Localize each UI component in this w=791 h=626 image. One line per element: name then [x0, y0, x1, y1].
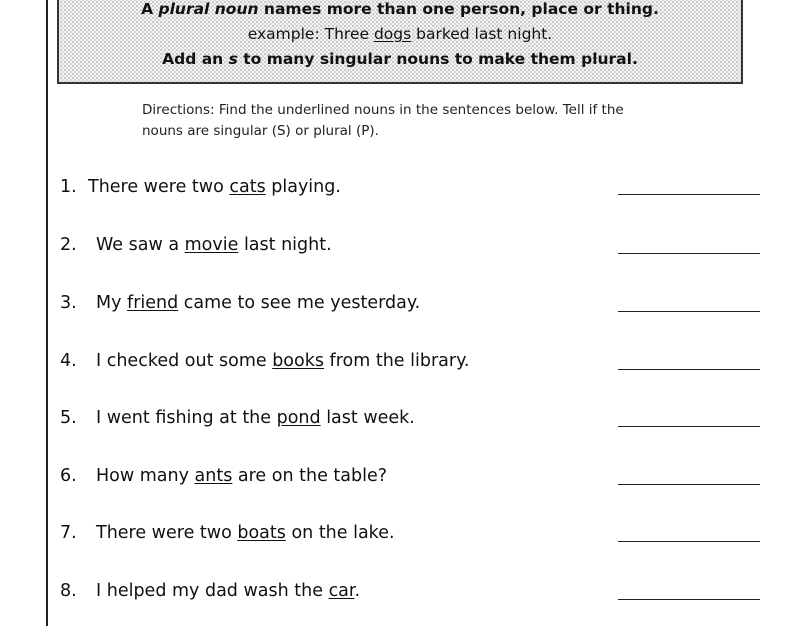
answer-blank[interactable] — [618, 541, 760, 542]
underlined-noun: boats — [237, 523, 286, 543]
rule-box — [57, 0, 743, 84]
directions-line: Directions: Find the underlined nouns in the sentences below. Tell if the — [142, 102, 624, 118]
answer-blank[interactable] — [618, 599, 760, 600]
answer-blank[interactable] — [618, 194, 760, 195]
question-item — [60, 521, 395, 545]
question-text: . — [354, 581, 361, 601]
answer-blank[interactable] — [618, 426, 760, 427]
page-left-border — [46, 0, 48, 626]
underlined-noun: car — [328, 581, 355, 601]
question-text: We saw a — [96, 235, 185, 255]
question-item — [60, 579, 360, 603]
tip-text: to many singular nouns to make them plural. — [237, 50, 638, 68]
question-item — [60, 233, 332, 257]
underlined-noun: pond — [276, 408, 321, 428]
question-item — [60, 349, 470, 373]
question-number: 6. — [60, 466, 77, 486]
question-text: from the library. — [323, 351, 470, 371]
answer-blank[interactable] — [618, 484, 760, 485]
tip-letter: s — [228, 50, 238, 68]
question-text: There were two — [88, 177, 230, 197]
question-text: I went fishing at the — [96, 408, 277, 428]
question-number: 3. — [60, 293, 77, 313]
question-text: My — [96, 293, 128, 313]
rule-example — [59, 24, 741, 44]
question-text: on the lake. — [285, 523, 395, 543]
answer-blank[interactable] — [618, 369, 760, 370]
question-text: last week. — [320, 408, 415, 428]
rule-text: names more than one person, place or thing. — [258, 0, 659, 18]
question-item — [60, 175, 341, 199]
underlined-noun: cats — [229, 177, 266, 197]
directions — [142, 100, 702, 142]
question-item — [60, 291, 420, 315]
question-number: 7. — [60, 523, 77, 543]
directions-line: nouns are singular (S) or plural (P). — [142, 123, 379, 139]
question-text: There were two — [96, 523, 238, 543]
question-text: I helped my dad wash the — [96, 581, 329, 601]
question-text: are on the table? — [232, 466, 388, 486]
underlined-noun: movie — [184, 235, 239, 255]
question-number: 1. — [60, 177, 77, 197]
question-item — [60, 406, 415, 430]
rule-definition — [59, 0, 741, 19]
underlined-noun: ants — [194, 466, 233, 486]
question-text: How many — [96, 466, 195, 486]
question-text: came to see me yesterday. — [178, 293, 421, 313]
example-text: barked last night. — [411, 25, 553, 43]
question-text: last night. — [238, 235, 332, 255]
underlined-noun: books — [272, 351, 324, 371]
question-number: 8. — [60, 581, 77, 601]
answer-blank[interactable] — [618, 311, 760, 312]
rule-text: A — [141, 0, 159, 18]
answer-blank[interactable] — [618, 253, 760, 254]
tip-text: Add an — [162, 50, 229, 68]
example-noun: dogs — [373, 25, 412, 43]
question-number: 4. — [60, 351, 77, 371]
question-item — [60, 464, 387, 488]
question-number: 5. — [60, 408, 77, 428]
question-text: playing. — [265, 177, 341, 197]
underlined-noun: friend — [127, 293, 179, 313]
rule-term: plural noun — [158, 0, 259, 18]
example-text: example: Three — [247, 25, 374, 43]
question-text: I checked out some — [96, 351, 273, 371]
rule-tip — [59, 49, 741, 69]
question-number: 2. — [60, 235, 77, 255]
